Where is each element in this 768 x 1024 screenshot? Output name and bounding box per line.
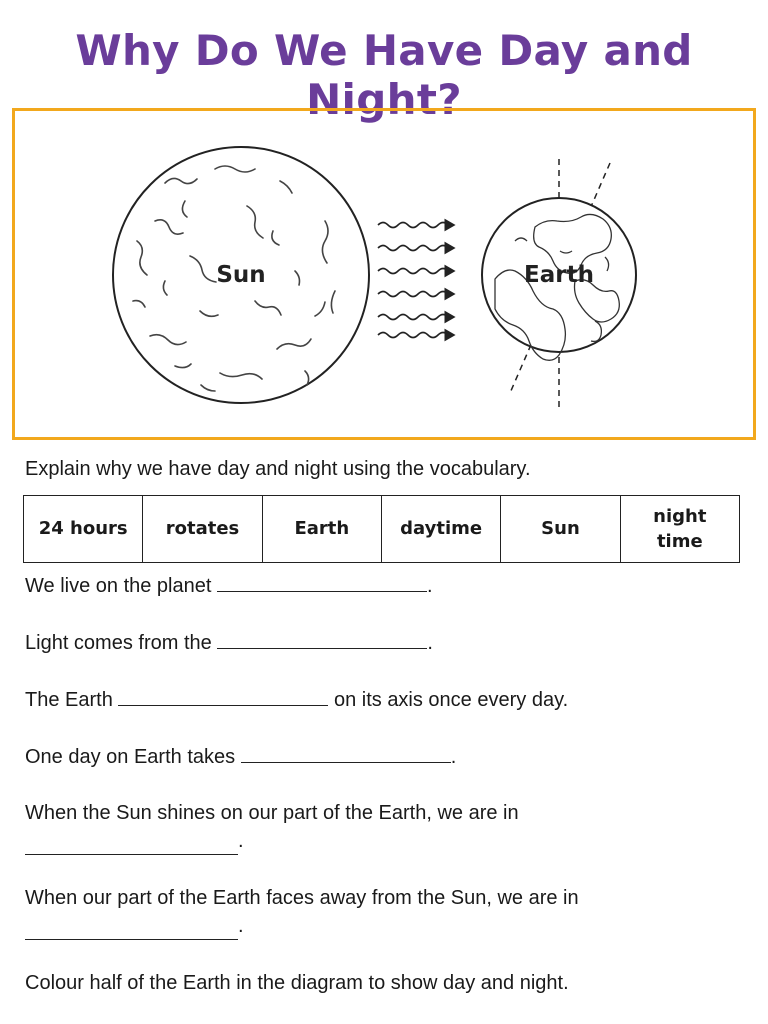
answer-line [25, 912, 579, 940]
sentence-text: The Earth [25, 689, 113, 711]
sentence-text: Light comes from the [25, 632, 212, 654]
vocab-word: rotates [143, 496, 262, 563]
sentence-5 [25, 799, 519, 855]
answer-blank[interactable] [25, 836, 238, 855]
vocab-word: Sun [501, 496, 620, 563]
earth-label: Earth [524, 262, 594, 288]
sentence-6 [25, 884, 579, 940]
diagram-svg [15, 111, 753, 437]
sentence-text: . [238, 830, 244, 852]
sentence-text: . [427, 632, 433, 654]
vocabulary-row [24, 496, 740, 563]
vocab-word-line: time [656, 531, 703, 552]
vocabulary-table [23, 495, 740, 563]
sentence-text: We live on the planet [25, 575, 212, 597]
sentence-text: . [238, 915, 244, 937]
sentence-3 [25, 686, 568, 714]
answer-blank[interactable] [217, 573, 427, 592]
instructions-text: Explain why we have day and night using the vocabulary. [25, 458, 531, 480]
vocab-word-night-time [620, 496, 739, 563]
vocab-word-line: night [653, 505, 707, 527]
answer-blank[interactable] [241, 744, 451, 763]
answer-blank[interactable] [25, 921, 238, 940]
sentence-1 [25, 572, 433, 600]
sentence-text: . [426, 575, 433, 597]
answer-blank[interactable] [217, 630, 427, 649]
wavy-arrow-icon [378, 223, 454, 338]
answer-line [25, 827, 519, 855]
vocab-word: 24 hours [24, 496, 143, 563]
sentence-text: When our part of the Earth faces away from the Sun, we are in [25, 887, 579, 909]
sentence-text: on its axis once every day. [333, 689, 569, 711]
vocab-word: Earth [262, 496, 381, 563]
page-title: Why Do We Have Day and Night? [75, 26, 693, 124]
answer-blank[interactable] [118, 687, 328, 706]
sentence-text: . [450, 746, 457, 768]
sentence-7: Colour half of the Earth in the diagram to show day and night. [25, 972, 569, 994]
sentence-text: One day on Earth takes [25, 746, 236, 768]
sentence-text: When the Sun shines on our part of the Earth, we are in [25, 802, 519, 824]
sentence-4 [25, 743, 456, 771]
sentence-2 [25, 629, 433, 657]
vocab-word: daytime [381, 496, 500, 563]
day-night-diagram [12, 108, 756, 440]
sun-label: Sun [216, 262, 266, 288]
